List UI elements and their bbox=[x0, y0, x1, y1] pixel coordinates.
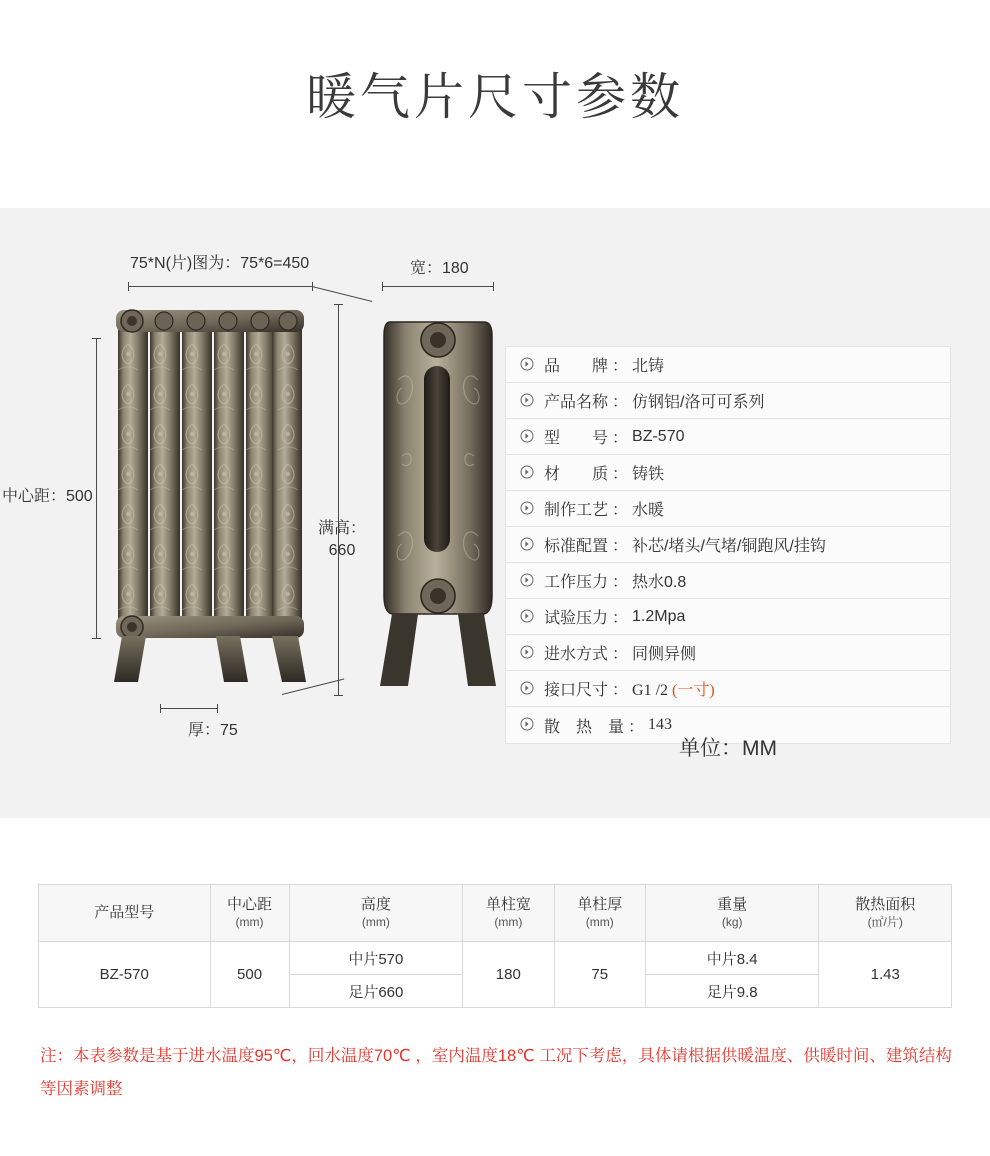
page-title: 暖气片尺寸参数 bbox=[306, 69, 684, 125]
dimension-label-top: 75*N(片)图为：75*6=450 bbox=[130, 255, 310, 272]
dimension-tick bbox=[382, 282, 383, 291]
spec-colon: ： bbox=[612, 574, 629, 591]
arrow-circle-icon bbox=[520, 357, 536, 373]
dimension-label-center-distance: 中心距：500 bbox=[2, 488, 93, 505]
spec-row-connection-size bbox=[506, 671, 950, 707]
th-weight-label: 重量 bbox=[717, 896, 748, 914]
th-area-label: 散热面积 bbox=[855, 896, 916, 914]
spec-colon: ： bbox=[612, 610, 629, 627]
dimension-line-thickness bbox=[160, 708, 218, 709]
arrow-circle-icon bbox=[520, 681, 536, 697]
spec-key: 标准配置 bbox=[544, 538, 609, 555]
cell-center-distance: 500 bbox=[210, 942, 289, 1008]
spec-colon: ： bbox=[612, 358, 629, 375]
th-column-width-label: 单柱宽 bbox=[485, 896, 531, 914]
spec-value: 北铸 bbox=[632, 358, 665, 375]
dimension-label-width: 宽：180 bbox=[410, 260, 469, 277]
arrow-circle-icon bbox=[520, 393, 536, 409]
th-model bbox=[39, 885, 211, 942]
spec-colon: ： bbox=[612, 502, 629, 519]
spec-row-product-name bbox=[506, 383, 950, 419]
spec-colon: ： bbox=[612, 682, 629, 699]
th-height bbox=[289, 885, 463, 942]
cell-column-width: 180 bbox=[463, 942, 554, 1008]
dimension-tick bbox=[334, 695, 343, 696]
cell-height-middle: 中片570 bbox=[289, 942, 463, 975]
spec-value: 补芯/堵头/气堵/铜跑风/挂钩 bbox=[632, 538, 826, 555]
spec-colon: ： bbox=[612, 466, 629, 483]
spec-row-water-inlet bbox=[506, 635, 950, 671]
arrow-circle-icon bbox=[520, 537, 536, 553]
arrow-circle-icon bbox=[520, 645, 536, 661]
full-height-line1: 满高： bbox=[318, 520, 367, 537]
spec-value: 143 bbox=[648, 716, 673, 733]
dimension-label-full-height bbox=[318, 518, 366, 561]
th-column-thickness-label: 单柱厚 bbox=[577, 896, 623, 914]
table-row bbox=[39, 942, 952, 975]
spec-key: 散 热 量 bbox=[544, 718, 625, 736]
arrow-circle-icon bbox=[520, 501, 536, 517]
cell-heating-area: 1.43 bbox=[819, 942, 952, 1008]
spec-key: 型 号 bbox=[544, 430, 609, 447]
unit-note: 单位：MM bbox=[679, 737, 777, 760]
dimension-tick bbox=[128, 282, 129, 291]
spec-key: 产品名称 bbox=[544, 394, 609, 411]
arrow-circle-icon bbox=[520, 573, 536, 589]
th-column-thickness-unit: (mm) bbox=[585, 914, 614, 929]
arrow-circle-icon bbox=[520, 609, 536, 625]
spec-colon: ： bbox=[628, 718, 645, 736]
arrow-circle-icon bbox=[520, 465, 536, 481]
spec-row-standard-config bbox=[506, 527, 950, 563]
th-center-distance bbox=[210, 885, 289, 942]
dimension-tick bbox=[92, 638, 101, 639]
cell-model: BZ-570 bbox=[39, 942, 211, 1008]
spec-panel bbox=[0, 208, 990, 818]
cell-column-thickness: 75 bbox=[554, 942, 645, 1008]
spec-colon: ： bbox=[612, 430, 629, 447]
spec-value: 铸铁 bbox=[632, 466, 665, 483]
th-area-unit: (㎡/片) bbox=[867, 914, 903, 929]
dimension-tick bbox=[92, 338, 101, 339]
arrow-circle-icon bbox=[520, 429, 536, 445]
footnote: 注：本表参数是基于进水温度95℃，回水温度70℃ ，室内温度18℃ 工况下考虑，具体请根据供暖温度、供暖时间、建筑结构等因素调整 bbox=[40, 1047, 952, 1098]
spec-colon: ： bbox=[612, 394, 629, 411]
spec-colon: ： bbox=[612, 538, 629, 555]
th-height-label: 高度 bbox=[360, 896, 391, 914]
spec-colon: ： bbox=[612, 646, 629, 663]
dimension-line-center bbox=[96, 338, 97, 638]
radiator-front-view bbox=[112, 300, 308, 685]
dimension-tick bbox=[217, 704, 218, 713]
spec-key: 品 牌 bbox=[544, 358, 609, 375]
spec-row-brand bbox=[506, 347, 950, 383]
spec-row-working-pressure bbox=[506, 563, 950, 599]
spec-value-accent: (一寸) bbox=[672, 682, 715, 699]
parameter-table bbox=[38, 884, 952, 1008]
spec-row-process bbox=[506, 491, 950, 527]
spec-value-text: G1 /2 bbox=[632, 682, 673, 699]
dimension-tick bbox=[493, 282, 494, 291]
spec-value: 水暖 bbox=[632, 502, 665, 519]
th-column-width bbox=[463, 885, 554, 942]
spec-key: 工作压力 bbox=[544, 574, 609, 591]
th-weight-unit: (kg) bbox=[721, 914, 743, 929]
dimension-line-top bbox=[128, 286, 313, 287]
spec-value: 1.2Mpa bbox=[632, 607, 686, 625]
spec-value: 同侧异侧 bbox=[632, 646, 697, 663]
spec-key: 进水方式 bbox=[544, 646, 609, 663]
spec-row-test-pressure bbox=[506, 599, 950, 635]
th-height-unit: (mm) bbox=[361, 914, 390, 929]
spec-key: 制作工艺 bbox=[544, 502, 609, 519]
th-column-width-unit: (mm) bbox=[494, 914, 523, 929]
th-model-label: 产品型号 bbox=[94, 903, 155, 921]
spec-value: 热水0.8 bbox=[632, 574, 687, 591]
cell-height-foot: 足片660 bbox=[289, 975, 463, 1008]
arrow-circle-icon bbox=[520, 717, 536, 733]
spec-value: 仿钢铝/洛可可系列 bbox=[632, 394, 765, 411]
radiator-side-view bbox=[378, 296, 498, 688]
dimension-label-thickness: 厚：75 bbox=[188, 722, 238, 739]
th-center-unit: (mm) bbox=[235, 914, 264, 929]
th-center-label: 中心距 bbox=[227, 896, 273, 914]
dimension-line-width bbox=[382, 286, 494, 287]
dimension-tick bbox=[160, 704, 161, 713]
spec-value: BZ-570 bbox=[632, 427, 685, 445]
leader-line bbox=[312, 286, 372, 302]
product-drawing bbox=[0, 208, 500, 818]
th-weight bbox=[645, 885, 819, 942]
cell-weight-middle: 中片8.4 bbox=[645, 942, 819, 975]
spec-value bbox=[632, 677, 936, 700]
spec-row-model bbox=[506, 419, 950, 455]
spec-key: 试验压力 bbox=[544, 610, 609, 627]
cell-weight-foot: 足片9.8 bbox=[645, 975, 819, 1008]
dimension-tick bbox=[334, 304, 343, 305]
th-column-thickness bbox=[554, 885, 645, 942]
th-heating-area bbox=[819, 885, 952, 942]
spec-key: 接口尺寸 bbox=[544, 682, 609, 699]
specification-list bbox=[505, 346, 951, 744]
dimension-line-height bbox=[338, 304, 339, 696]
spec-key: 材 质 bbox=[544, 466, 609, 483]
spec-row-material bbox=[506, 455, 950, 491]
full-height-line2: 660 bbox=[328, 541, 356, 559]
table-header-row bbox=[39, 885, 952, 942]
